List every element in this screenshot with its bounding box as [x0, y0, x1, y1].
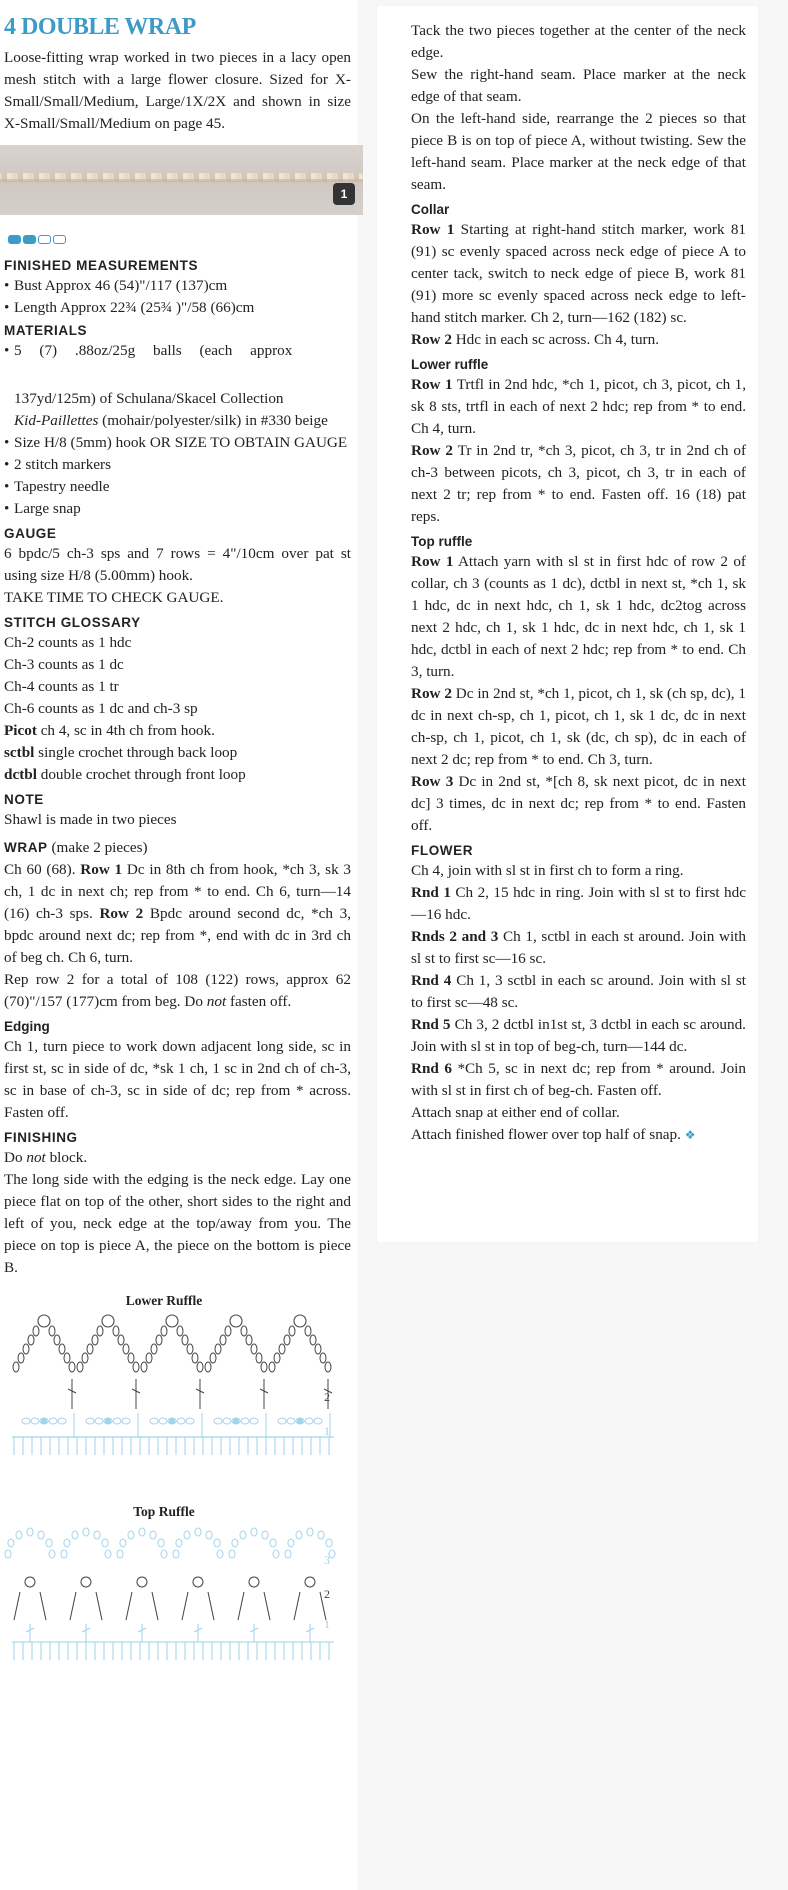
collar-row-2: Row 2 Hdc in each sc across. Ch 4, turn.	[411, 331, 660, 348]
flower-rnd-4: Rnd 4 Ch 1, 3 sctbl in each sc around. Join with sl st to first sc—48 sc.	[411, 972, 746, 1011]
right-column	[377, 6, 758, 1242]
list-item: • Size H/8 (5mm) hook OR SIZE TO OBTAIN GAUGE	[4, 432, 351, 454]
end-mark-icon: ❖	[684, 1128, 696, 1142]
top-row-2: Row 2 Dc in 2nd st, *ch 1, picot, ch 1, sk (ch sp, dc), 1 dc in next ch-sp, ch 1, picot, ch 1, sk 1 dc, dc in next ch-sp, ch 1, picot, ch 1, sk (dc, ch sp), dc in each of next 2 dc; rep from * to end. Ch 3, turn.	[411, 685, 747, 768]
glossary-list	[4, 632, 351, 786]
intro-text: Loose-fitting wrap worked in two pieces in a lacy open mesh stitch with a large flower closure. Sized for X-Small/Small/Medium, Large/1X/2X and shown in size X-Small/Small/Medium on page 45.	[4, 49, 351, 132]
glossary-term: Picot ch 4, sc in 4th ch from hook.	[4, 722, 215, 739]
materials-list-2	[4, 432, 351, 520]
flower-ring: Ch 4, join with sl st in first ch to form a ring.	[411, 862, 684, 879]
top-ruffle-chart	[4, 1520, 344, 1680]
row-number: 2	[324, 1390, 330, 1404]
note-text: Shawl is made in two pieces	[4, 811, 177, 828]
gauge-check: TAKE TIME TO CHECK GAUGE.	[4, 589, 224, 606]
pattern-title: 4 DOUBLE WRAP	[4, 14, 196, 40]
flower-heading: FLOWER	[411, 843, 474, 858]
list-item: • Length Approx 22¾ (25¾ )"/58 (66)cm	[4, 297, 351, 319]
top-ruffle-heading: Top ruffle	[411, 534, 473, 549]
gauge-text: 6 bpdc/5 ch-3 sps and 7 rows = 4"/10cm over pat st using size H/8 (5.00mm) hook.	[4, 545, 351, 584]
finishing-text: The long side with the edging is the neck edge. Lay one piece flat on top of the other, short sides to the right and left of you, neck edge at the top/away from you. The piece on top is piece A, the piece on the bottom is piece B.	[4, 1171, 351, 1276]
finishing-block: Do not block.	[4, 1149, 88, 1166]
list-item: • Bust Approx 46 (54)"/117 (137)cm	[4, 275, 351, 297]
glossary-line: Ch-2 counts as 1 hdc	[4, 634, 132, 651]
materials-yarn-line: 137yd/125m) of Schulana/Skacel Collection	[14, 390, 284, 407]
lower-ruffle-title: Lower Ruffle	[125, 1293, 203, 1308]
glossary-line: Ch-4 counts as 1 tr	[4, 678, 119, 695]
yarn-swatch-image	[0, 145, 363, 215]
lower-ruffle-heading: Lower ruffle	[411, 357, 489, 372]
finishing-tack: Tack the two pieces together at the center of the neck edge.	[411, 22, 746, 61]
yarn-weight-badge: 1	[333, 183, 355, 205]
yarn-name: Kid-Paillettes	[14, 412, 99, 429]
lower-ruffle-chart	[4, 1309, 344, 1469]
gauge-heading: GAUGE	[4, 526, 57, 541]
materials-heading: MATERIALS	[4, 323, 88, 338]
wrap-heading: WRAP	[4, 840, 48, 855]
materials-list	[4, 340, 351, 362]
glossary-line: Ch-6 counts as 1 dc and ch-3 sp	[4, 700, 198, 717]
yarn-fiber: (mohair/polyester/silk) in #330 beige	[102, 412, 328, 429]
note-heading: NOTE	[4, 792, 44, 807]
row-number: 1	[324, 1424, 330, 1438]
finished-heading: FINISHED MEASUREMENTS	[4, 258, 199, 273]
finished-list	[4, 275, 351, 319]
skill-level-icon	[8, 235, 351, 244]
top-row-3: Row 3 Dc in 2nd st, *[ch 8, sk next picot, dc in next dc] 3 times, dc in next dc; rep from * to end. Fasten off.	[411, 773, 746, 834]
collar-row-1: Row 1 Starting at right-hand stitch marker, work 81 (91) sc evenly spaced across neck edge of piece A to center tack, switch to neck edge of piece B, work 81 (91) more sc evenly spaced across neck edge to left-hand stitch marker. Ch 2, turn—162 (182) sc.	[411, 221, 747, 326]
flower-snap: Attach snap at either end of collar.	[411, 1104, 620, 1121]
flower-rnd-1: Rnd 1 Ch 2, 15 hdc in ring. Join with sl st to first hdc—16 hdc.	[411, 884, 746, 923]
row-number: 2	[324, 1587, 330, 1601]
left-column	[0, 0, 357, 1890]
list-item: • Tapestry needle	[4, 476, 351, 498]
lower-row-1: Row 1 Trtfl in 2nd hdc, *ch 1, picot, ch 3, picot, ch 1, sk 8 sts, trtfl in each of next 2 hdc; rep from * to end. Ch 4, turn.	[411, 376, 746, 437]
lower-row-2: Row 2 Tr in 2nd tr, *ch 3, picot, ch 3, tr in 2nd ch of ch-3 between picots, ch 3, picot, ch 3, tr in each of next 2 tr; rep from * to end. Fasten off. 16 (18) pat reps.	[411, 442, 747, 525]
row-number: 1	[324, 1617, 330, 1631]
wrap-repeat: Rep row 2 for a total of 108 (122) rows, approx 62 (70)"/157 (177)cm from beg. Do not fasten off.	[4, 971, 351, 1010]
flower-attach: Attach finished flower over top half of snap. ❖	[411, 1126, 696, 1143]
flower-rnd-5: Rnd 5 Ch 3, 2 dctbl in1st st, 3 dctbl in each sc around. Join with sl st in top of beg-ch, turn—144 dc.	[411, 1016, 746, 1055]
finishing-left-seam: On the left-hand side, rearrange the 2 pieces so that piece B is on top of piece A, without twisting. Sew the left-hand seam. Place marker at the neck edge of that seam.	[411, 110, 746, 193]
row-number: 3	[324, 1553, 330, 1567]
finishing-right-seam: Sew the right-hand seam. Place marker at the neck edge of that seam.	[411, 66, 746, 105]
list-item: • 2 stitch markers	[4, 454, 351, 476]
glossary-term: dctbl double crochet through front loop	[4, 766, 246, 783]
glossary-heading: STITCH GLOSSARY	[4, 615, 141, 630]
list-item: • Large snap	[4, 498, 351, 520]
flower-rnd-2-3: Rnds 2 and 3 Ch 1, sctbl in each st around. Join with sl st to first sc—16 sc.	[411, 928, 746, 967]
glossary-line: Ch-3 counts as 1 dc	[4, 656, 124, 673]
glossary-term: sctbl single crochet through back loop	[4, 744, 238, 761]
top-row-1: Row 1 Attach yarn with sl st in first hdc of row 2 of collar, ch 3 (counts as 1 dc), dctbl in next st, *ch 1, sk 1 hdc, dc in next hdc, ch 1, sk 1 hdc, dc2tog across next 2 hdc, ch 1, sk 1 hdc, dc in next hdc, ch 1, sk 1 hdc, dctbl in each of next 2 hdc; rep from * to end. Ch 3, turn.	[411, 553, 746, 680]
collar-heading: Collar	[411, 202, 450, 217]
edging-heading: Edging	[4, 1019, 50, 1034]
top-ruffle-title: Top Ruffle	[133, 1504, 195, 1519]
wrap-sub: (make 2 pieces)	[47, 839, 148, 856]
edging-text: Ch 1, turn piece to work down adjacent long side, sc in first st, sc in side of dc, *sk 1 ch, 1 sc in 2nd ch of ch-3, sc in base of ch-3, sc in side of dc; rep from * across. Fasten off.	[4, 1038, 351, 1121]
finishing-heading: FINISHING	[4, 1130, 78, 1145]
wrap-text: Ch 60 (68). Row 1 Dc in 8th ch from hook, *ch 3, sk 3 ch, 1 dc in next ch; rep from * to end. Ch 6, turn—14 (16) ch-3 sps. Row 2 Bpdc around second dc, *ch 3, bpdc around next dc; rep from *, end with dc in 3rd ch of beg ch. Ch 6, turn.	[4, 861, 352, 966]
list-item: • 5 (7) .88oz/25g balls (each approx	[4, 340, 351, 362]
flower-rnd-6: Rnd 6 *Ch 5, sc in next dc; rep from * around. Join with sl st in first ch of beg-ch. Fasten off.	[411, 1060, 746, 1099]
